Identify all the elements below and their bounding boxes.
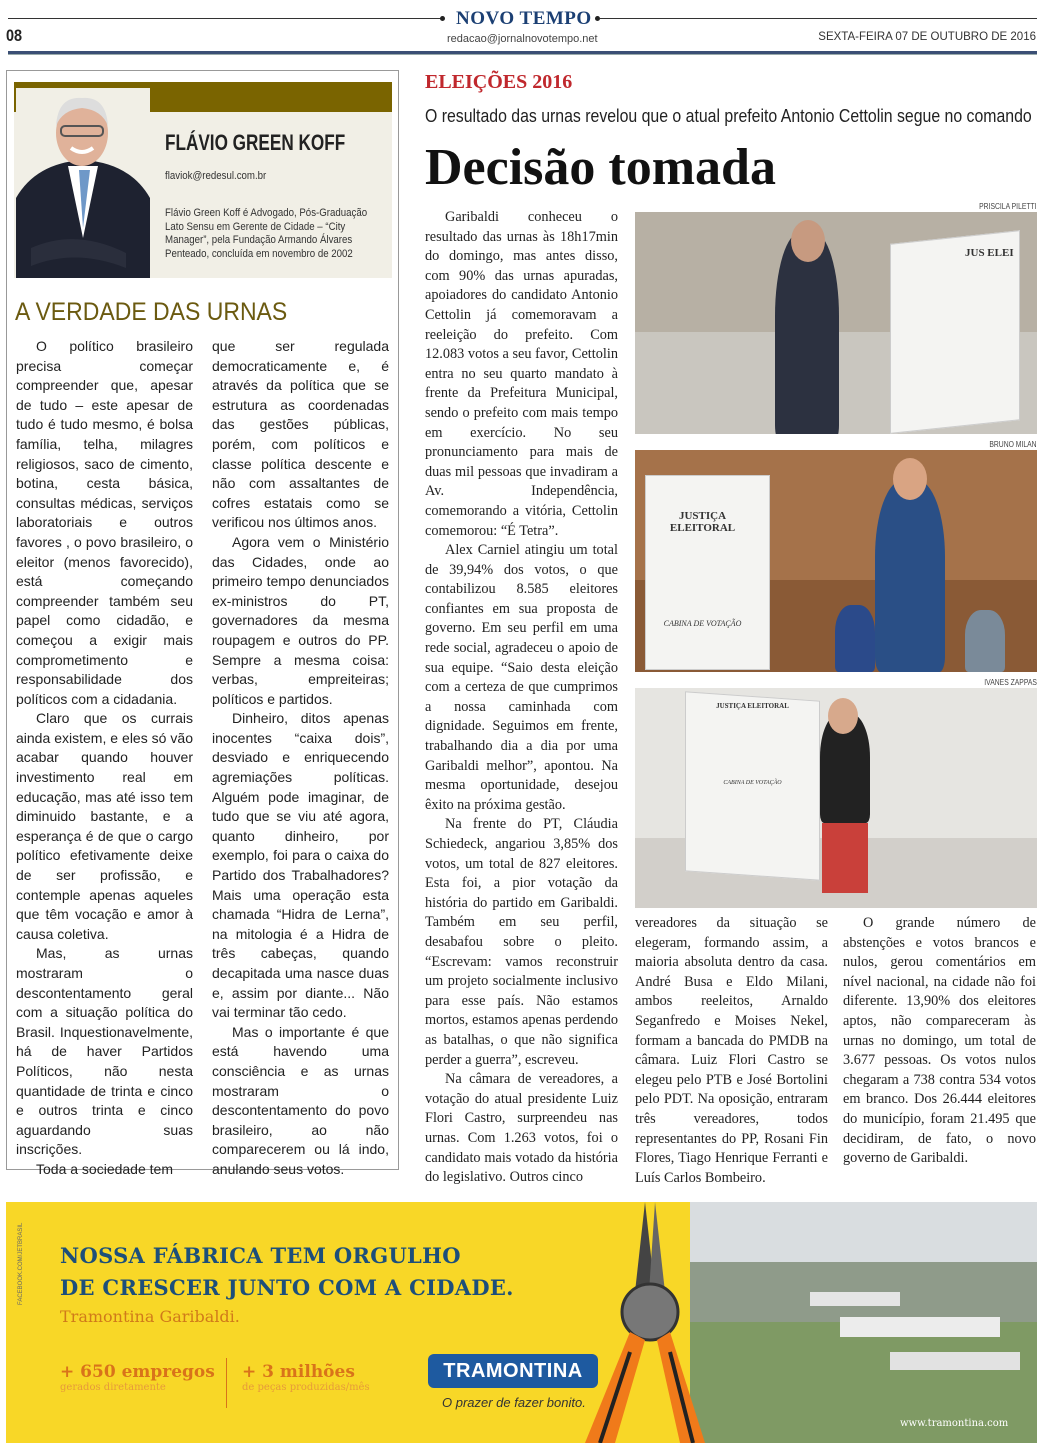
- photo-cettolin-voting: [635, 212, 1037, 434]
- ad-stat-pieces: [242, 1362, 370, 1393]
- paragraph: Dinheiro, ditos apenas inocentes “caixa dois”, desviado e enriquecendo agremiações políticas. Alguém pode imaginar, de tudo que se viu até agora, quanto dinheiro, por exemplo, foi para o caixa do Partido dos Trabalhadores? Mais uma operação esta chamada “Hidra de Lerna”, na mitologia é a Hidra de três cabeças, quando decapitada uma nasce duas e, assim por diante... Não vai terminar tão cedo.: [212, 710, 389, 1021]
- tramontina-logo: TRAMONTINA: [428, 1354, 598, 1388]
- booth-title: JUSTIÇA ELEITORAL: [716, 702, 789, 710]
- header-rule-right: [600, 18, 1037, 19]
- paragraph: Na câmara de vereadores, a votação do atual presidente Luiz Flori Castro, surpreendeu nas urnas. Com 1.263 votos, foi o candidato mais votado da história do legislativo. Outros cinco: [425, 1071, 618, 1186]
- article-headline: Decisão tomada: [425, 139, 776, 196]
- paragraph: Toda a sociedade tem: [36, 1160, 173, 1177]
- masthead: NOVO TEMPO: [456, 8, 592, 29]
- stat-value: + 650 empregos: [60, 1362, 215, 1382]
- paragraph-continued: que ser regulada democraticamente e, é através da política que se estrutura as coordenadas das gestões públicas, porém, com políticos e classe política descente e não com assaltantes de cofres estatais como se verificou nos últimos anos.: [212, 338, 389, 531]
- paragraph: Na frente do PT, Cláudia Schiedeck, angariou 3,85% dos votos, um total de 827 eleitores. Esta foi, a pior votação da história do partido em Garibaldi. Também em seu perfil, desabafou sobre o pleito. “Escrevam: vamos reconstruir um projeto socialmente inclusivo para esse país. Não estamos mortos, estamos apenas perdendo as batalhas, o que não significa perder a guerra”, escreveu.: [425, 816, 618, 1068]
- booth-label: JUS ELEI: [965, 247, 1014, 259]
- column-text-1: [16, 337, 193, 1180]
- photo-credit: PRISCILA PILETTI: [979, 202, 1037, 211]
- paragraph: O grande número de abstenções e votos brancos e nulos, gerou comentários em nível nacional, na cidade não foi diferente. 13,90% dos eleitores aptos, não compareceram às urnas no domingo, um total de 3.677 pessoas. Os votos nulos chegaram a 738 contra 534 votos em branco. Dos 26.444 eleitores do município, foram 21.495 que decidiram, de fato, o novo governo de Garibaldi.: [843, 915, 1036, 1167]
- author-photo: [16, 88, 150, 278]
- ad-headline: [60, 1240, 514, 1304]
- author-email[interactable]: flaviok@redesul.com.br: [165, 170, 267, 182]
- paragraph: Alex Carniel atingiu um total de 39,94% dos votos, o que contabilizou 8.585 eleitores confiantes em sua proposta de governo. Em seu perfil em uma rede social, agradeceu o apoio de sua equipe. “Saio desta eleição com a certeza de que cumprimos a nossa caminhada com dignidade. Seguimos em frente, trabalhando dia a dia por uma Garibaldi melhor”, apontou. Na mesma oportunidade, desejou êxito na próxima gestão.: [425, 542, 618, 813]
- column-title: A VERDADE DAS URNAS: [15, 298, 288, 326]
- paragraph: Mas o importante é que está havendo uma consciência e as urnas mostraram o descontentamento do povo brasileiro, ao não comparecerem ou lá indo, anulando seus votos.: [212, 1023, 389, 1177]
- article-text-3: [843, 914, 1036, 1169]
- column-text-2: [212, 337, 389, 1180]
- author-bio: Flávio Green Koff é Advogado, Pós-Graduação Lato Sensu em Gerente de Cidade – “City Manager”, pela Fundação Armando Álvares Penteado, concluída em novembro de 2002: [165, 207, 368, 260]
- booth-subtitle: CABINA DE VOTAÇÃO: [723, 780, 782, 786]
- article-text-1: [425, 208, 618, 1188]
- ad-headline-line: NOSSA FÁBRICA TEM ORGULHO: [60, 1243, 461, 1268]
- booth-title: JUSTIÇA ELEITORAL: [669, 510, 736, 535]
- ad-slogan: O prazer de fazer bonito.: [442, 1395, 586, 1410]
- booth-subtitle: CABINA DE VOTAÇÃO: [663, 619, 742, 628]
- paragraph: Mas, as urnas mostraram o descontentamento geral com a situação política do Brasil. Inquestionavelmente, há de haver Partidos Políticos, não nesta quantidade de trinta e cinco e outros trinta e cinco aguardando suas inscrições.: [16, 945, 193, 1158]
- paragraph: O político brasileiro precisa começar compreender que, apesar de tudo – este apesar de tudo é tudo mesmo, é bolsa família, telha, milagres religiosos, saco de cimento, botina, cesta básica, consultas médicas, serviços laboratoriais e outros favores , o povo brasileiro, o eleitor (menos favorecido), está começando compreender também seu papel como cidadão, e começou a exigir mais comprometimento e responsabilidade dos políticos com a cidadania.: [16, 338, 193, 707]
- ad-headline-line: DE CRESCER JUNTO COM A CIDADE.: [60, 1275, 514, 1300]
- photo-woman-voting: [635, 688, 1037, 908]
- ad-stat-jobs: [60, 1362, 215, 1393]
- stat-label: de peças produzidas/mês: [242, 1382, 370, 1393]
- header-date: SEXTA-FEIRA 07 DE OUTUBRO DE 2016: [818, 31, 1036, 43]
- stat-value: + 3 milhões: [242, 1362, 355, 1382]
- header-dot: [440, 16, 445, 21]
- photo-credit: BRUNO MILAN: [989, 440, 1037, 449]
- stat-divider: [226, 1358, 227, 1408]
- article-kicker: ELEIÇÕES 2016: [425, 71, 573, 93]
- paragraph: Garibaldi conheceu o resultado das urnas às 18h17min do domingo, mas antes disso, com 90% das urnas apuradas, apoiadores do candidato Antonio Cettolin já comemoravam a reeleição do prefeito. Com 12.083 votos a seu favor, Cettolin entra no seu quarto mandato à frente da Prefeitura Municipal, sendo o prefeito com mais tempo em exercício. No seu pronunciamento para mais de duas mil pessoas que invadiram a Av. Independência, comemorando a vitória, Cettolin comemorou: “É Tetra”.: [425, 209, 618, 539]
- header-email: redacao@jornalnovotempo.net: [447, 33, 598, 45]
- ad-subtitle: Tramontina Garibaldi.: [60, 1307, 240, 1326]
- paragraph: Agora vem o Ministério das Cidades, onde ao primeiro tempo denunciados ex-ministros do PT, governadores da mesma roupagem e outros do PP. Sempre a mesma coisa: verbas, empreiteiras; políticos e partidos.: [212, 533, 389, 707]
- paragraph-continued: vereadores da situação se elegeram, formando assim, a maioria absoluta dentro da casa. André Busa e Eldo Milani, ambos reeleitos, Arnaldo Seganfredo e Moises Nekel, formam a bancada do PMDB na câmara. Luiz Flori Castro se elegeu pelo PTB e José Bortolini pelo PDT. Na oposição, entraram três vereadores, todos representantes do PP, Rosani Fin Flores, Tiago Henrique Ferranti e Luís Carlos Bombeiro.: [635, 915, 828, 1186]
- author-name: FLÁVIO GREEN KOFF: [165, 130, 346, 155]
- article-subtitle: O resultado das urnas revelou que o atual prefeito Antonio Cettolin segue no comando: [425, 106, 1032, 126]
- article-text-2: [635, 914, 828, 1188]
- stat-label: gerados diretamente: [60, 1382, 166, 1393]
- page-number: 08: [6, 26, 23, 45]
- ad-facebook-text: FACEBOOK.COM/JETBRASIL: [18, 1222, 24, 1305]
- photo-candidate-with-children: [635, 450, 1037, 672]
- header-divider: [8, 51, 1037, 55]
- header-rule-left: [8, 18, 443, 19]
- pliers-icon: [575, 1202, 715, 1443]
- ad-factory-image: [690, 1202, 1037, 1443]
- ad-url[interactable]: www.tramontina.com: [900, 1418, 1009, 1429]
- photo-credit: IVANES ZAPPAS: [984, 678, 1037, 687]
- paragraph: Claro que os currais ainda existem, e eles só vão acabar quando houver investimento real em educação, mas até isso tem diminuido bastante, e a esperança é de que o cargo político efetivamente deixe de ser profissão, e contemple apenas aqueles que têm vocação e amor à causa coletiva.: [16, 710, 193, 942]
